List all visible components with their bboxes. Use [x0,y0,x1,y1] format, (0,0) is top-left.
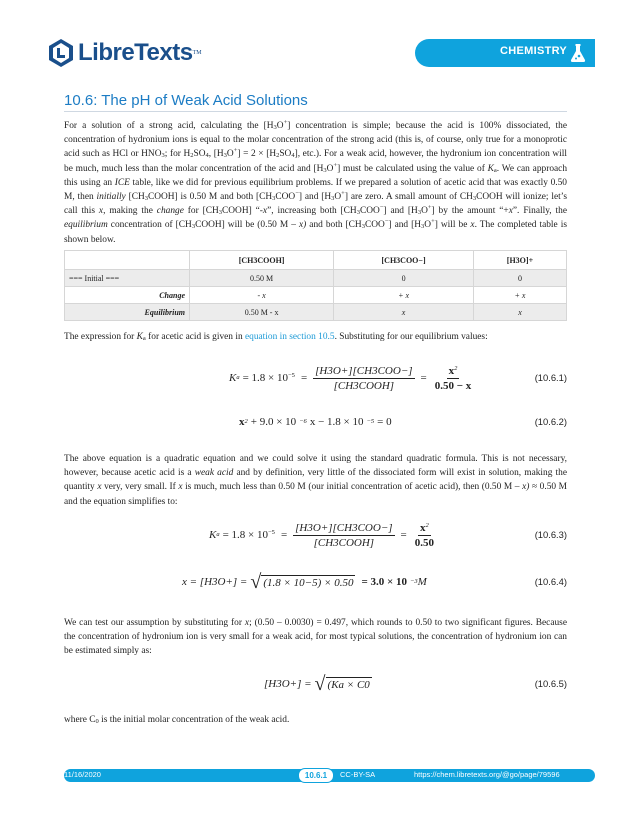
equation-number: (10.6.2) [534,416,567,427]
table-cell: === Initial === [65,270,190,287]
chemistry-banner[interactable] [415,39,595,67]
table-cell: Change [65,287,190,304]
table-cell: 0.50 M - x [190,304,334,321]
equation-10-6-1: K a = $1.8 \times 10^{-5}$ = $\frac{\text{[H3O+][CH3COO−]}}{\text{[CH3COOH]}}$ = $\frac{x^2}{0.50 - x}$ (10.6.1) [229,364,567,392]
table-cell: 0 [473,270,566,287]
page-footer [64,769,595,782]
assumption-paragraph: We can test our assumption by substituting for x; (0.50 – 0.0030) = 0.497, which rounds to 0.50 to two significant figures. Because the concentration of hydronium ion is very small for a weak acid, for most typical solutions, the concentration of hydronium ion can be estimated simply as: [64,618,567,657]
footer-date: 11/16/2020 [64,770,101,779]
table-header-cell: [H3O]+ [473,251,566,270]
table-header-cell: [CH3COO−] [334,251,474,270]
footer-url[interactable]: https://chem.libretexts.org/@go/page/79596 [414,770,560,779]
table-cell: 0.50 M [190,270,334,287]
libretexts-logo-icon [48,38,74,68]
equation-link[interactable]: equation in section 10.5 [244,332,335,342]
table-header-cell [65,251,190,270]
table-cell: 0 [334,270,474,287]
flask-icon [570,43,586,63]
table-header-cell: [CH3COOH] [190,251,334,270]
logo-trademark: TM [192,50,202,56]
equation-number: (10.6.5) [534,678,567,689]
footer-license[interactable]: CC-BY-SA [340,770,376,779]
table-row [65,304,567,321]
page-header [0,0,630,80]
equation-10-6-3: K a = $1.8 \times 10^{-5}$ = $\frac{\text{[H3O+][CH3COO−]}}{\text{[CH3COOH]}}$ = $\frac{x^2}{0.50}$ (10.6.3) [209,521,567,549]
footer-page-number: 10.6.1 [298,768,334,783]
page-title: 10.6: The pH of Weak Acid Solutions [64,92,308,109]
expression-paragraph: The expression for $K_a$ for acetic acid is given in equation in section 10.5. Substituting for our equilibrium values: [64,332,488,342]
table-cell: Equilibrium [65,304,190,321]
equation-10-6-4: x = [H3O+] = √ (1.8 × 10−5) × 0.50 = 3.0 × 10 −3 M (10.6.4) [182,571,567,593]
table-cell: + x [334,287,474,304]
table-cell: x [473,304,566,321]
chemistry-label: CHEMISTRY [500,45,568,57]
table-row [65,287,567,304]
equation-10-6-2: x 2 + 9.0 × 10 −6 x − 1.8 × 10 −5 = 0 (10.6.2) [239,416,567,428]
equation-number: (10.6.3) [534,529,567,540]
table-cell: + x [473,287,566,304]
closing-paragraph: where $C_0$ is the initial molar concentration of the weak acid. [64,715,290,725]
title-divider [64,111,567,112]
table-header-row [65,251,567,270]
libretexts-logo[interactable] [48,38,202,68]
intro-paragraph: For a solution of a strong acid, calculating the $[H_3O^+]$ concentration is simple; because the acid is 100% dissociated, the concentration of hydronium ions is equal to the molar concentration of the strong acid (this is, of course, only true for a monoprotic acid such as HCl or $HNO_3$; for $H_2SO_4$, $[H_3O^+] = 2 \times [H_2SO_4]$, etc.). For a weak acid, however, the hydronium ion concentration will be much, much less than the molar concentration of the acid and $[H_3O^+]$ must be calculated using the value of $K_a$. We can approach this using an ICE table, like we did for previous equilibrium problems. If we prepared a solution of acetic acid that was exactly 0.50 M, then initially $[CH_3COOH]$ is 0.50 M and both $[CH_3COO^-]$ and $[H_3O^+]$ are zero. A small amount of $CH_3COOH$ will ionize; let’s call this x, making the change for $[CH_3COOH]$ “-x”, increasing both $[CH_3COO^-]$ and $[H_3O^+]$ by the amount “+x”. Finally, the equilibrium concentration of $[CH_3COOH]$ will be (0.50 M – x) and both $[CH_3COO^-]$ and $[H_3O^+]$ will be x. The completed table is shown below. [64,119,568,245]
ice-table [64,250,567,321]
quadratic-paragraph: The above equation is a quadratic equation and we could solve it using the standard quadratic formula. This is not necessary, however, because acetic acid is a weak acid and by definition, very little of the dissociated form will exist in solution, making the quantity x very, very small. If x is much, much less than 0.50 M (our initial concentration of acetic acid), then (0.50 M – x) ≈ 0.50 M and the equation simplifies to: [64,454,568,507]
logo-text: LibreTexts [78,39,193,66]
table-row [65,270,567,287]
table-cell: - x [190,287,334,304]
equation-number: (10.6.4) [534,576,567,587]
table-cell: x [334,304,474,321]
equation-number: (10.6.1) [534,372,567,383]
equation-10-6-5: [H3O+] = √ (Ka × C0 (10.6.5) [264,673,567,695]
